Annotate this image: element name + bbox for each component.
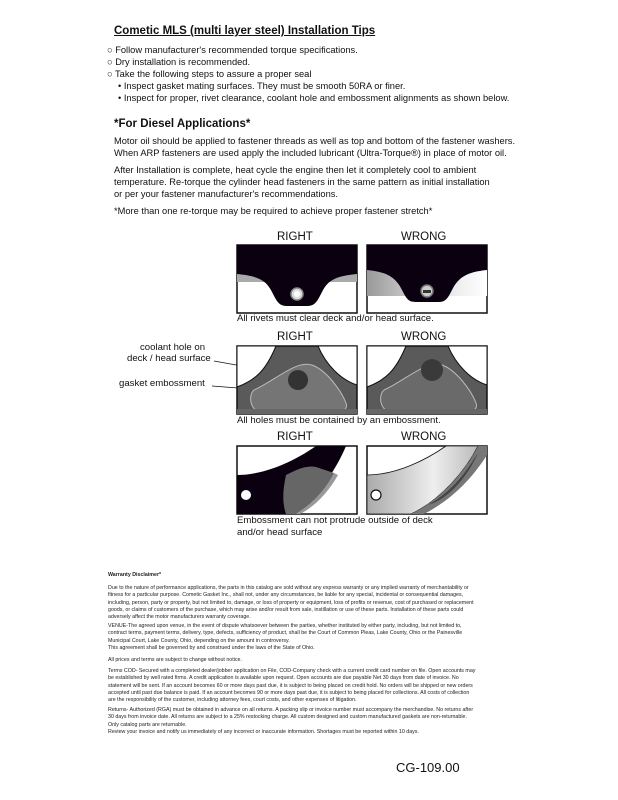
fineprint-line: accepted until past due balance is paid. If an account becomes 90 or more days past due, it is subject to being placed for collections. All costs of collection <box>108 689 470 696</box>
diesel-text: temperature. Re-torque the cylinder head fasteners in the same pattern as initial installation <box>114 177 490 187</box>
fineprint-line: Returns- Authorized (RGA) must be obtained in advance on all returns. A packing slip or invoice number must accompany the merchandise. No returns after <box>108 707 474 713</box>
terms-paragraph <box>108 668 475 704</box>
tip-item: ○ Follow manufacturer's recommended torque specifications. <box>107 45 358 55</box>
label-right: RIGHT <box>277 231 313 243</box>
embossment-wrong-diagram <box>366 445 488 515</box>
callout-coolant-hole: coolant hole on <box>140 342 206 353</box>
prices-note: All prices and terms are subject to change without notice. <box>108 657 242 663</box>
warranty-paragraph <box>108 585 474 621</box>
fineprint-line: 30 days from invoice date. All returns are subject to a 25% restocking charge. All custom designed and custom manufactured gaskets are non-returnable. <box>108 714 467 721</box>
caption-rivets: All rivets must clear deck and/or head surface. <box>237 313 434 324</box>
tip-item: ○ Dry installation is recommended. <box>107 57 251 67</box>
returnable-paragraph <box>108 722 419 737</box>
fineprint-line: contract terms, payment terms, delivery, type, defects, sufficiency of product, shall be the Court of Common Pleas, Lake County, Ohio or the Painesville <box>108 630 463 637</box>
callout-coolant-hole: deck / head surface <box>127 353 211 364</box>
subtip-item: • Inspect for proper, rivet clearance, coolant hole and embossment alignments as shown below. <box>118 93 510 103</box>
label-wrong: WRONG <box>401 231 447 243</box>
tip-text: Dry installation is recommended. <box>115 57 251 67</box>
fineprint-line: including, person, party or property, but not limited to, damage, or loss of property or equipment, loss of profits or revenue, cost of purchased or replacement <box>108 599 474 606</box>
fineprint-line: statement will be sent. If an account becomes 60 or more days past due, it is subject to being placed on credit hold. No orders will be shipped or new orders <box>108 682 473 689</box>
tip-text: Take the following steps to assure a proper seal <box>115 69 312 79</box>
label-wrong: WRONG <box>401 431 447 443</box>
warranty-heading: Warranty Disclaimer* <box>108 572 162 578</box>
fineprint-line: Only catalog parts are returnable. <box>108 722 187 728</box>
fineprint-line: fitness for a particular purpose. Cometic Gasket Inc., shall not, under any circumstances, be liable for any special, incidental or consequential damages, <box>108 592 464 599</box>
diesel-text: or per your fastener manufacturer's recommendations. <box>114 189 338 199</box>
callout-embossment: gasket embossment <box>119 378 205 389</box>
coolant-right-diagram <box>236 345 358 415</box>
diesel-note: *More than one re-torque may be required to achieve proper fastener stretch* <box>114 206 433 216</box>
label-wrong: WRONG <box>401 331 447 343</box>
tip-text: Follow manufacturer's recommended torque specifications. <box>115 45 358 55</box>
subtip-text: Inspect for proper, rivet clearance, coolant hole and embossment alignments as shown below. <box>123 93 510 103</box>
embossment-right-diagram <box>236 445 358 515</box>
fineprint-line: Due to the nature of performance applications, the parts in this catalog are sold without any express warranty or any implied warranty of merchantability or <box>108 585 469 591</box>
page-title: Cometic MLS (multi layer steel) Installation Tips <box>114 25 376 37</box>
caption-embossment: and/or head surface <box>237 527 323 538</box>
fineprint-line: This agreement shall be governed by and construed under the laws of the State of Ohio. <box>108 644 315 651</box>
coolant-wrong-diagram <box>366 345 488 415</box>
rivet-right-diagram <box>236 244 358 314</box>
diesel-heading: *For Diesel Applications* <box>114 118 251 130</box>
fineprint-line: VENUE-The agreed upon venue, in the event of dispute whatsoever between the parties, whether instituted by either party, including, but not limited to, <box>108 623 462 629</box>
fineprint-line: Terms COD- Secured with a completed dealer/jobber application on File, COD-Company check with a current credit card number on file. Open accounts may <box>108 668 476 674</box>
fineprint-line: adversely affect the motor manufacturers warranty coverage. <box>108 614 251 621</box>
caption-embossment: Embossment can not protrude outside of deck <box>237 515 433 526</box>
fineprint-line: goods, or claims of customers of the purchase, which may arise and/or result from sale, instillation or use of these parts. Installation of these parts could <box>108 606 464 613</box>
fineprint-line: Municipal Court, Lake County, Ohio, depending on the amount in controversy. <box>108 637 290 644</box>
diesel-text: After Installation is complete, heat cycle the engine then let it completely cool to ambient <box>114 165 477 175</box>
caption-holes: All holes must be contained by an embossment. <box>237 415 441 426</box>
fineprint-line: are the responsibility of the customer, including attorney fees, court costs, and other expenses of litigation. <box>108 697 357 704</box>
label-right: RIGHT <box>277 331 313 343</box>
diesel-text: When ARP fasteners are used apply the included lubricant (Ultra-Torque®) in place of motor oil. <box>114 148 507 158</box>
fineprint-line: Review your invoice and notify us immediately of any incorrect or inaccurate information. Shortages must be reported within 10 days. <box>108 729 419 736</box>
label-right: RIGHT <box>277 431 313 443</box>
rivet-wrong-diagram <box>366 244 488 314</box>
diesel-text: Motor oil should be applied to fastener threads as well as top and bottom of the fastener washers. <box>114 136 516 146</box>
returns-paragraph <box>108 707 473 722</box>
tip-item: ○ Take the following steps to assure a proper seal <box>107 69 312 79</box>
page-code: CG-109.00 <box>396 760 460 775</box>
subtip-item: • Inspect gasket mating surfaces. They must be smooth 50RA or finer. <box>118 81 406 91</box>
subtip-text: Inspect gasket mating surfaces. They must be smooth 50RA or finer. <box>123 81 406 91</box>
fineprint-line: be established by well rated firms. A credit application is available upon request. Open accounts are due payable Net 30 days from date of invoice. No <box>108 675 459 682</box>
venue-paragraph <box>108 623 462 652</box>
